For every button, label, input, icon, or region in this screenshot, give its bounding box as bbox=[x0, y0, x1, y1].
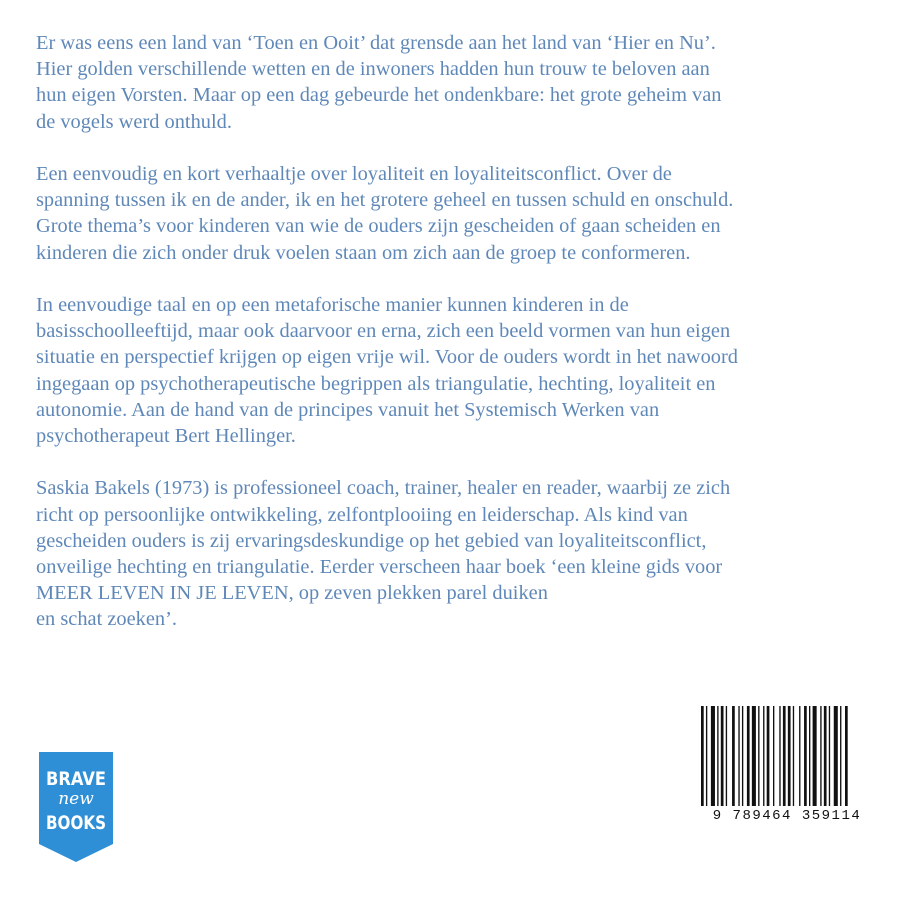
text-line: ingegaan op psychotherapeutische begrippen als triangulatie, hechting, loyaliteit en bbox=[36, 372, 716, 395]
barcode-bar bbox=[767, 706, 770, 806]
barcode-bar bbox=[706, 706, 707, 806]
barcode-bar bbox=[783, 706, 786, 806]
text-line: onveilige hechting en triangulatie. Eerder verscheen haar boek ‘een kleine gids voor bbox=[36, 556, 723, 579]
back-cover-text bbox=[36, 30, 886, 659]
text-line: Grote thema’s voor kinderen van wie de ouders zijn gescheiden of gaan scheiden en bbox=[36, 215, 721, 238]
text-line: In eenvoudige taal en op een metaforische manier kunnen kinderen in de bbox=[36, 294, 629, 316]
text-line: de vogels werd onthuld. bbox=[36, 110, 232, 133]
barcode-bar bbox=[813, 706, 817, 806]
barcode-bar bbox=[824, 706, 827, 806]
barcode-bar bbox=[799, 706, 800, 806]
text-line: hun eigen Vorsten. Maar op een dag gebeurde het ondenkbare: het grote geheim van bbox=[36, 84, 722, 107]
barcode-bar bbox=[834, 706, 838, 806]
logo-word-brave: BRAVE bbox=[46, 768, 106, 790]
text-line: autonomie. Aan de hand van de principes vanuit het Systemisch Werken van bbox=[36, 398, 660, 421]
logo-word-new: new bbox=[58, 789, 94, 809]
barcode-bar bbox=[738, 706, 739, 806]
text-line: Hier golden verschillende wetten en de inwoners hadden hun trouw te beloven aan bbox=[36, 58, 710, 81]
paragraph-intro bbox=[36, 30, 886, 135]
barcode-bar bbox=[747, 706, 750, 806]
barcode-bar bbox=[721, 706, 724, 806]
barcode-bar bbox=[779, 706, 780, 806]
text-line: psychotherapeut Bert Hellinger. bbox=[36, 425, 296, 448]
text-line: Saskia Bakels (1973) is professioneel coach, trainer, healer en reader, waarbij ze zich bbox=[36, 477, 731, 500]
barcode-bars bbox=[697, 698, 877, 806]
barcode-bar bbox=[726, 706, 727, 806]
text-line: situatie en perspectief krijgen op eigen vrije wil. Voor de ouders wordt in het nawoord bbox=[36, 346, 738, 369]
barcode-bar bbox=[763, 706, 764, 806]
barcode-bar bbox=[701, 706, 704, 806]
text-line: kinderen die zich onder druk voelen staan om zich aan de groep te conformeren. bbox=[36, 241, 691, 264]
barcode-bar bbox=[742, 706, 743, 806]
barcode-bar bbox=[717, 706, 718, 806]
barcode-bar bbox=[758, 706, 759, 806]
text-line: richt op persoonlijke ontwikkeling, zelfontplooiing en leiderschap. Als kind van bbox=[36, 503, 688, 526]
barcode-bar bbox=[711, 706, 715, 806]
barcode-bar bbox=[788, 706, 791, 806]
paragraph-approach bbox=[36, 292, 886, 449]
text-line: en schat zoeken’. bbox=[36, 608, 177, 631]
isbn-barcode bbox=[697, 698, 877, 826]
text-line: basisschoolleeftijd, maar ook daarvoor en erna, zich een beeld vormen van hun eigen bbox=[36, 320, 731, 343]
text-line: spanning tussen ik en de ander, ik en het grotere geheel en tussen schuld en onschuld. bbox=[36, 189, 734, 212]
barcode-bar bbox=[732, 706, 735, 806]
barcode-bar bbox=[773, 706, 774, 806]
barcode-bar bbox=[793, 706, 794, 806]
barcode-bar bbox=[840, 706, 841, 806]
text-line: gescheiden ouders is zij ervaringsdeskundige op het gebied van loyaliteitsconflict, bbox=[36, 529, 707, 552]
barcode-bar bbox=[820, 706, 821, 806]
barcode-bar bbox=[809, 706, 810, 806]
barcode-bar bbox=[845, 706, 848, 806]
paragraph-theme bbox=[36, 161, 886, 266]
logo-word-books: BOOKS bbox=[46, 812, 106, 834]
text-line: MEER LEVEN IN JE LEVEN, op zeven plekken parel duiken bbox=[36, 582, 548, 605]
brave-new-books-logo bbox=[39, 752, 113, 862]
text-line: Er was eens een land van ‘Toen en Ooit’ dat grensde aan het land van ‘Hier en Nu’. bbox=[36, 32, 716, 54]
paragraph-author-bio bbox=[36, 475, 886, 632]
barcode-bar bbox=[752, 706, 756, 806]
text-line: Een eenvoudig en kort verhaaltje over loyaliteit en loyaliteitsconflict. Over de bbox=[36, 163, 672, 185]
isbn-number: 9 789464 359114 bbox=[712, 808, 862, 824]
barcode-bar bbox=[804, 706, 807, 806]
barcode-bar bbox=[829, 706, 830, 806]
